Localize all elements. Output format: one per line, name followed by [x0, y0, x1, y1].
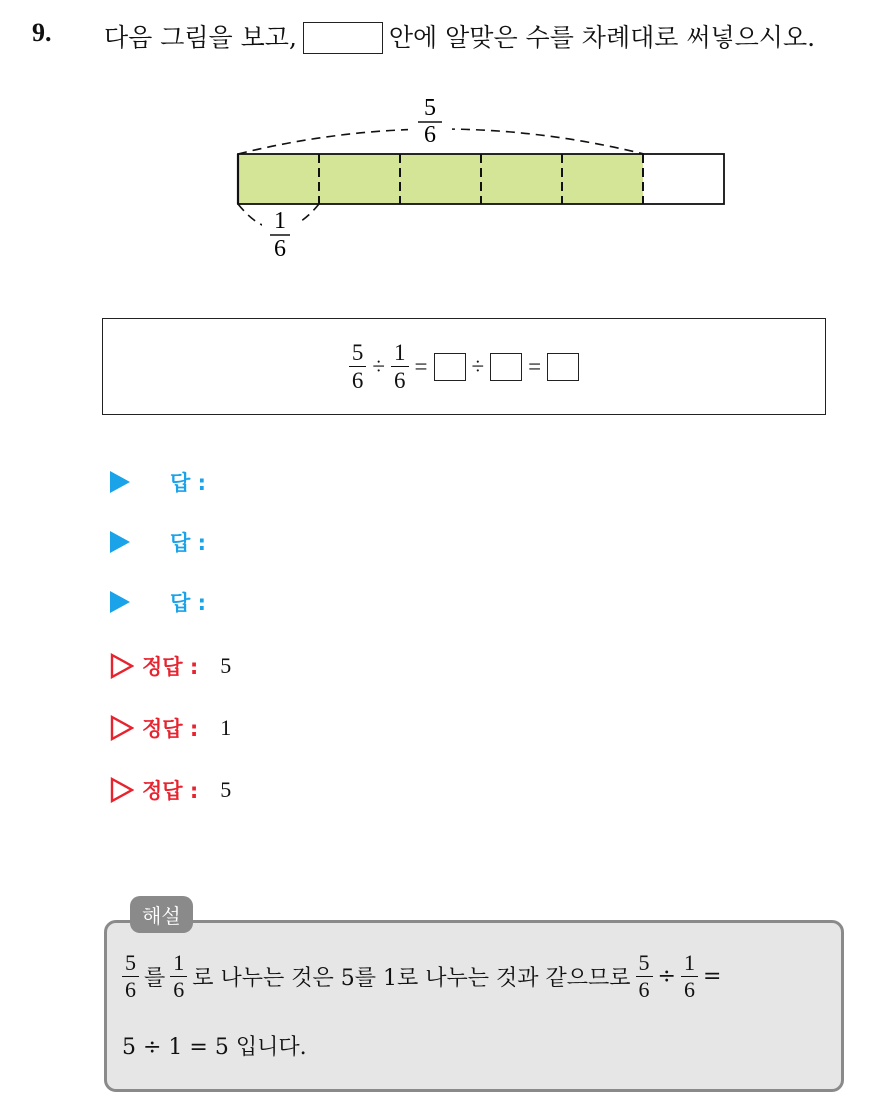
answer-row-3[interactable]: 답 :	[110, 582, 206, 622]
divide-sign: ÷	[471, 353, 485, 379]
bottom-label-den: 6	[274, 236, 286, 262]
answer-row-2[interactable]: 답 :	[110, 522, 206, 562]
explanation-fraction-a: $\frac{5}{6}$	[122, 952, 139, 1001]
explanation-line-1: $\frac{5}{6}$ 를 $\frac{1}{6}$ 로 나누는 것은 5를 1로 나누는 것과 같으므로 $\frac{5}{6}$ ÷ $\frac{1}{6}$ =	[122, 952, 726, 1001]
question-number: 9.	[32, 18, 52, 47]
red-outline-triangle-icon	[110, 653, 134, 679]
correct-answer-row-3: 정답 : 5	[110, 770, 231, 810]
answer-square-2[interactable]	[490, 353, 522, 381]
answer-row-1[interactable]: 답 :	[110, 462, 206, 502]
equation-fraction-2: $\frac{1}{6}$	[391, 341, 409, 392]
correct-answer-value: 5	[220, 777, 232, 802]
red-outline-triangle-icon	[110, 777, 134, 803]
top-label-num: 5	[424, 95, 436, 121]
bar-segment-shaded	[562, 154, 643, 204]
bar-segment-shaded	[238, 154, 319, 204]
correct-answer-value: 5	[220, 653, 232, 678]
blank-box	[303, 22, 383, 54]
correct-answer-row-2: 정답 : 1	[110, 708, 231, 748]
answer-square-3[interactable]	[547, 353, 579, 381]
explanation-tag: 해설	[130, 896, 193, 933]
explanation-fraction-d: $\frac{1}{6}$	[681, 952, 698, 1001]
explanation-box	[104, 920, 844, 1092]
correct-answer-value: 1	[220, 715, 232, 740]
bar-segment-shaded	[319, 154, 400, 204]
explanation-line-2: 5 ÷ 1 = 5 입니다.	[122, 1035, 307, 1060]
equation-box	[102, 318, 826, 415]
correct-answer-row-1: 정답 : 5	[110, 646, 231, 686]
answer-square-1[interactable]	[434, 353, 466, 381]
red-outline-triangle-icon	[110, 715, 134, 741]
equation-fraction-1: $\frac{5}{6}$	[349, 341, 367, 392]
top-label-den: 6	[424, 122, 436, 148]
question-text-before: 다음 그림을 보고,	[104, 23, 297, 52]
blue-triangle-icon	[110, 471, 130, 493]
explanation-fraction-c: $\frac{5}{6}$	[636, 952, 653, 1001]
bar-segment-shaded	[400, 154, 481, 204]
equals-sign: =	[414, 353, 428, 379]
bar-segment-empty	[643, 154, 724, 204]
bottom-label-num: 1	[274, 208, 286, 234]
fraction-bar-diagram	[220, 86, 740, 266]
blue-triangle-icon	[110, 531, 130, 553]
question-text	[104, 18, 815, 54]
question-text-after: 안에 알맞은 수를 차례대로 써넣으시오.	[388, 23, 816, 52]
fraction-bar	[238, 154, 724, 204]
blue-triangle-icon	[110, 591, 130, 613]
divide-sign: ÷	[372, 353, 386, 379]
explanation-fraction-b: $\frac{1}{6}$	[170, 952, 187, 1001]
bar-segment-shaded	[481, 154, 562, 204]
equals-sign: =	[528, 353, 542, 379]
